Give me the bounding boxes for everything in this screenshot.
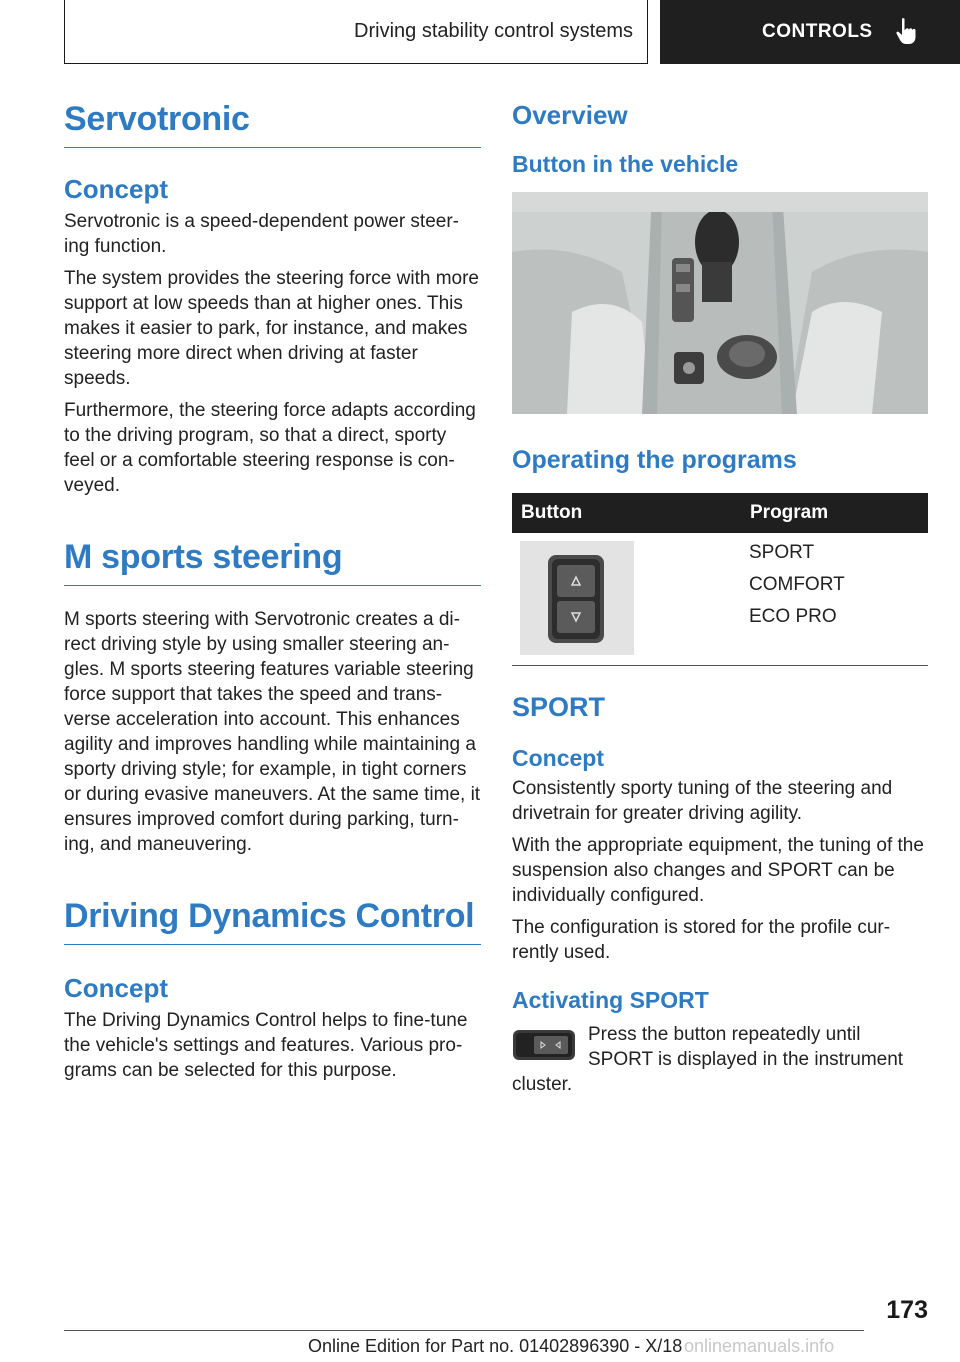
servotronic-paragraph-2: The system provides the steering force with more support at low speeds than at higher ones. This makes it easier to park, for instance, and makes steering more direct when driving at faster speeds. — [64, 268, 480, 389]
program-sport: SPORT — [749, 542, 815, 563]
table-header-program: Program — [741, 493, 928, 533]
servotronic-paragraph-1: Servotronic is a speed-dependent power steer-ing function. — [64, 211, 460, 257]
ddc-concept-heading: Concept — [64, 973, 168, 1003]
servotronic-concept-heading: Concept — [64, 174, 168, 204]
sport-paragraph-1: Consistently sporty tuning of the steering and drivetrain for greater driving agility. — [512, 778, 893, 824]
header-section-title: Driving stability control systems — [354, 20, 633, 42]
servotronic-paragraph-3: Furthermore, the steering force adapts according to the driving program, so that a direct, sporty feel or a comfortable steering response is con-veyed. — [64, 400, 476, 496]
header-chapter-label: CONTROLS — [762, 21, 873, 42]
right-column — [512, 100, 928, 1097]
activating-sport-heading: Activating SPORT — [512, 987, 709, 1013]
sport-button-icon — [512, 1028, 576, 1062]
center-console-photo — [512, 192, 928, 414]
servotronic-heading: Servotronic — [64, 100, 481, 148]
left-column — [64, 100, 481, 1083]
programs-table-header-row — [512, 493, 928, 533]
header-chapter-tab[interactable] — [660, 0, 960, 64]
table-header-button: Button — [512, 493, 741, 533]
operating-programs-heading: Operating the programs — [512, 446, 797, 474]
activating-sport-block — [512, 1022, 928, 1097]
center-console-illustration — [512, 192, 928, 414]
footer-edition-text: Online Edition for Part no. 01402896390 - X/18 — [308, 1336, 683, 1356]
sport-concept-heading: Concept — [512, 745, 604, 771]
footer-watermark: onlinemanuals.info — [684, 1336, 835, 1356]
ddc-paragraph-1: The Driving Dynamics Control helps to fine-tune the vehicle's settings and features. Various pro-grams can be selected for this purpose. — [64, 1010, 468, 1081]
activating-sport-paragraph: Press the button repeatedly until SPORT is displayed in the instrument cluster. — [512, 1024, 904, 1095]
sport-paragraph-3: The configuration is stored for the profile cur-rently used. — [512, 917, 891, 963]
program-eco-pro: ECO PRO — [749, 606, 837, 627]
mode-switch-icon — [520, 541, 634, 655]
msports-paragraph-1: M sports steering with Servotronic creates a di-rect driving style by using smaller steering an-gles. M sports steering features variable steering force support that takes the speed and trans-verse acceleration into account. This enhances agility and improves handling while maintaining a sporty driving style; for example, in tight corners or during evasive maneuvers. At the same time, it ensures improved comfort during parking, turn-ing, and maneuvering. — [64, 609, 481, 855]
header-section-title-box — [64, 0, 648, 64]
footer-divider — [64, 1330, 864, 1331]
driving-dynamics-control-heading: Driving Dynamics Control — [64, 897, 481, 945]
programs-table — [512, 493, 928, 666]
table-cell-button-image — [512, 533, 741, 666]
pointing-hand-icon — [893, 17, 919, 47]
table-row — [512, 533, 928, 666]
msports-steering-heading: M sports steering — [64, 538, 481, 586]
page-number: 173 — [886, 1296, 928, 1324]
mode-button-image — [520, 541, 634, 655]
overview-heading: Overview — [512, 100, 628, 130]
sport-paragraph-2: With the appropriate equipment, the tuning of the suspension also changes and SPORT can be individually configured. — [512, 835, 924, 906]
table-cell-programs — [741, 533, 928, 666]
sport-heading: SPORT — [512, 692, 606, 722]
button-in-vehicle-heading: Button in the vehicle — [512, 151, 739, 177]
program-comfort: COMFORT — [749, 574, 845, 595]
